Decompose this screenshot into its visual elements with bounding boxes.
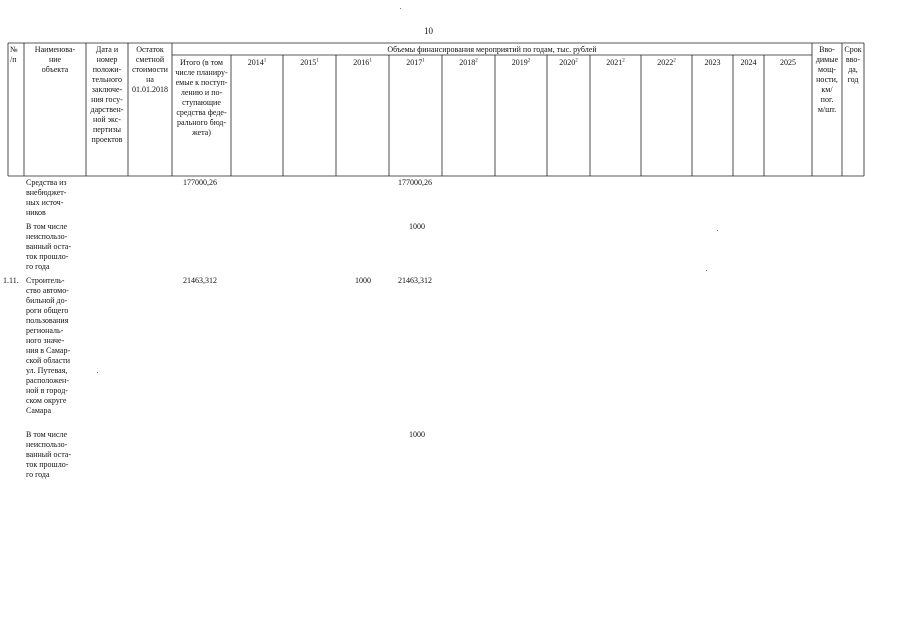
year-header: 2020$^2$ xyxy=(559,58,578,67)
row-total-value: 21463,312 xyxy=(183,276,217,285)
row-2017-value: 1000 xyxy=(409,222,425,231)
row-2017-value: 21463,312 xyxy=(398,276,432,285)
row-2016-value: 1000 xyxy=(355,276,371,285)
col-total-header: Итого (в том числе планиру- емые к поступ- лению и по- ступающие средства феде- рального бюд- жета) xyxy=(175,58,228,137)
year-header: 2017$^1$ xyxy=(406,58,425,67)
row-number: 1.11. xyxy=(3,276,19,285)
table-row-name: Строитель- ство автомо- бильной до- роги общего пользования региональ- ного значе- ния в Самар- ской области ул. Путевая, расположен- ной в город- ском округе Самара xyxy=(26,276,71,415)
year-header: 2021$^2$ xyxy=(606,58,625,67)
year-header: 2016$^1$ xyxy=(353,58,372,67)
col-balance-header: Остаток сметной стоимости на 01.01.2018 xyxy=(132,45,168,94)
col-number-header: № /п xyxy=(10,45,18,64)
page-number: 10 xyxy=(424,26,433,36)
row-2017-value: 1000 xyxy=(409,430,425,439)
year-header: 2018$^2$ xyxy=(459,58,478,67)
col-name-header: Наименова- ние объекта xyxy=(34,45,76,74)
scan-speck xyxy=(717,230,718,231)
year-header: 2023 xyxy=(704,58,721,67)
year-header: 2024 xyxy=(740,58,757,67)
year-header: 2025 xyxy=(780,58,796,67)
year-header: 2014$^1$ xyxy=(247,58,267,67)
col-term-header: Срок вво- да, год xyxy=(844,45,862,84)
year-header: 2015$^1$ xyxy=(300,58,319,67)
table-row-name: Средства из внебюджет- ных источ- ников xyxy=(26,178,67,217)
funding-title: Объемы финансирования мероприятий по годам, тыс. рублей xyxy=(387,45,597,54)
scan-speck xyxy=(97,372,98,373)
row-total-value: 177000,26 xyxy=(183,178,217,187)
table-row-name: В том числе неиспользо- ванный оста- ток прошло- го года xyxy=(26,222,71,271)
col-capacity-header: Вво- димые мощ- ности, км/ пог. м/шт. xyxy=(815,45,839,114)
year-header: 2019$^2$ xyxy=(511,58,531,67)
year-header: 2022$^2$ xyxy=(657,58,676,67)
scan-speck xyxy=(706,270,707,271)
row-2017-value: 177000,26 xyxy=(398,178,432,187)
table-row-name: В том числе неиспользо- ванный оста- ток прошло- го года xyxy=(26,430,71,479)
scan-speck xyxy=(400,8,401,9)
col-date-header: Дата и номер положи- тельного заключе- ния госу- дарствен- ной экс- пертизы проектов xyxy=(90,45,124,144)
